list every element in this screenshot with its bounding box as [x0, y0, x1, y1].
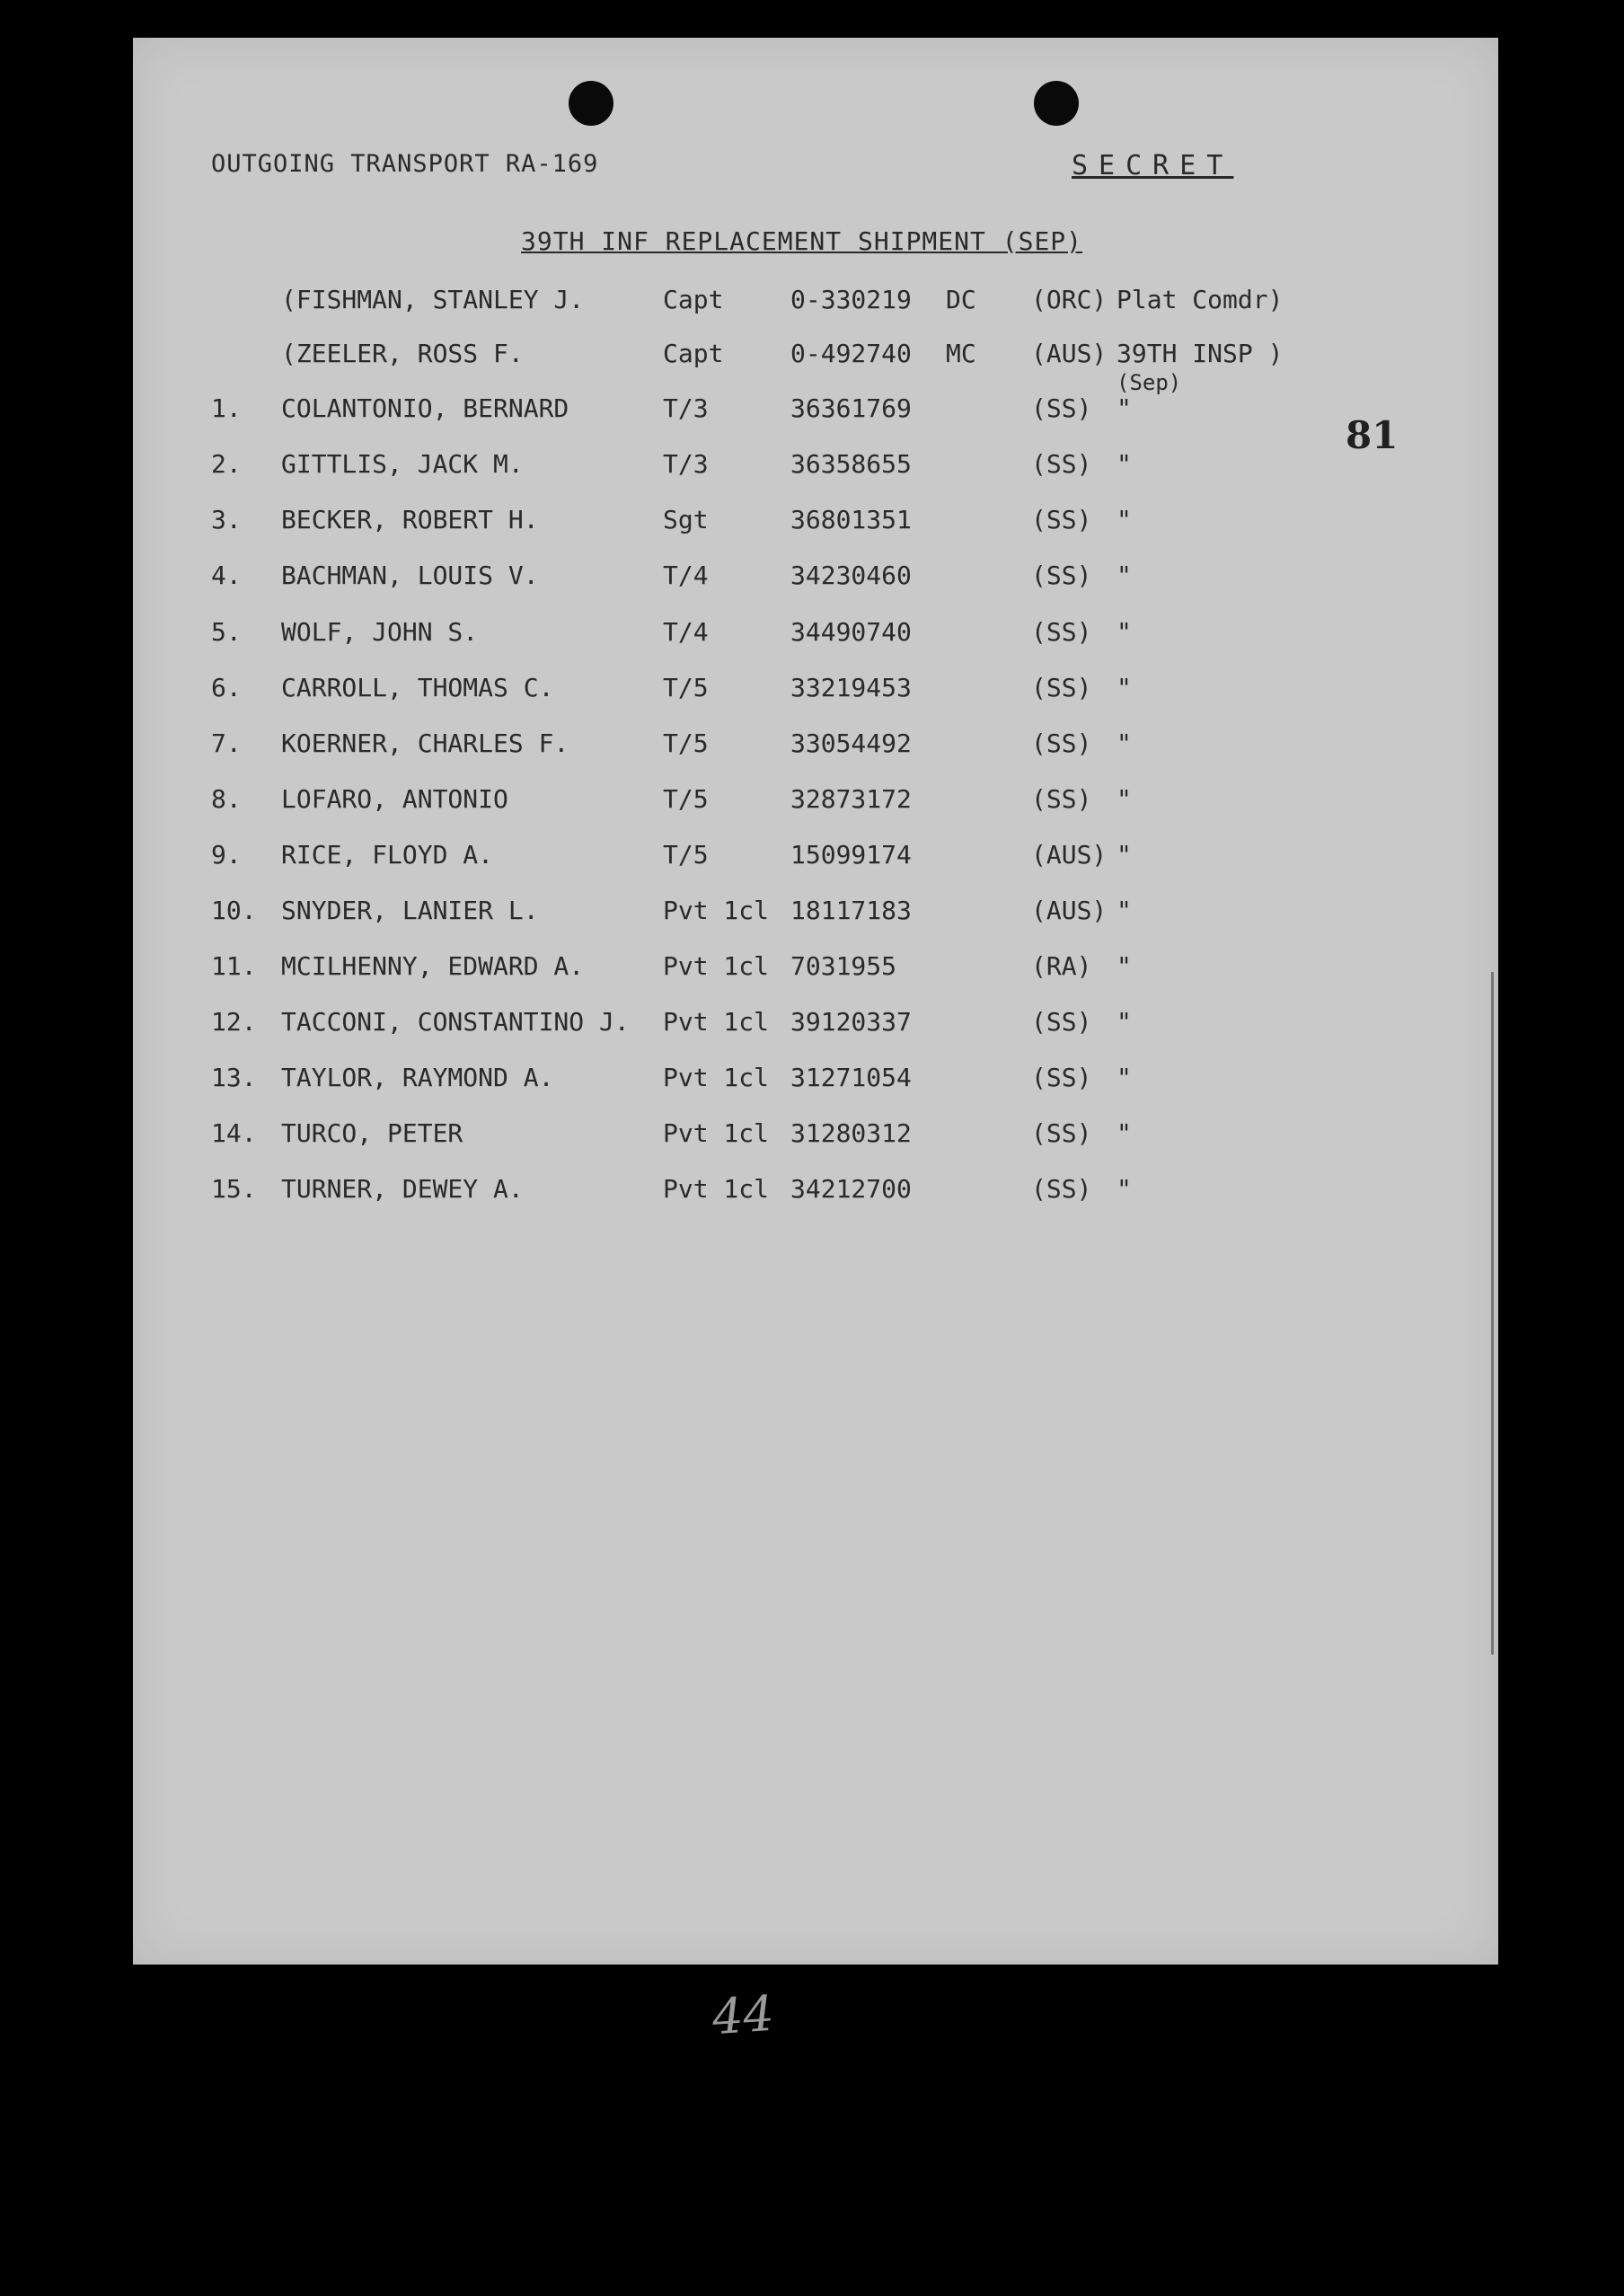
soldier-component: (SS): [1031, 1118, 1092, 1148]
ditto-mark: ": [1116, 951, 1132, 981]
roster-row: [133, 1063, 1498, 1102]
soldier-name: TURCO, PETER: [281, 1118, 463, 1148]
row-number: 1.: [211, 393, 242, 423]
officer-name: (FISHMAN, STANLEY J.: [281, 285, 585, 314]
soldier-serial: 36361769: [790, 393, 912, 423]
row-number: 6.: [211, 673, 242, 702]
soldier-rank: Pvt 1cl: [663, 896, 770, 925]
officer-row: [133, 285, 1498, 324]
soldier-serial: 33219453: [790, 673, 912, 702]
officer-name: (ZEELER, ROSS F.: [281, 339, 524, 368]
row-number: 9.: [211, 840, 242, 870]
row-number: 3.: [211, 505, 242, 534]
soldier-name: BECKER, ROBERT H.: [281, 505, 539, 534]
soldier-component: (SS): [1031, 449, 1092, 479]
soldier-name: MCILHENNY, EDWARD A.: [281, 951, 585, 981]
soldier-serial: 39120337: [790, 1007, 912, 1037]
officer-row: [133, 339, 1498, 378]
soldier-rank: T/5: [663, 729, 709, 758]
soldier-serial: 36801351: [790, 505, 912, 534]
roster-row: [133, 673, 1498, 712]
ditto-mark: ": [1116, 1118, 1132, 1148]
ditto-mark: ": [1116, 561, 1132, 590]
soldier-component: (SS): [1031, 617, 1092, 647]
ditto-mark: ": [1116, 784, 1132, 814]
soldier-rank: Pvt 1cl: [663, 1118, 770, 1148]
soldier-name: CARROLL, THOMAS C.: [281, 673, 554, 702]
roster-row: [133, 1007, 1498, 1046]
shipment-title: 39TH INF REPLACEMENT SHIPMENT (SEP): [521, 226, 1083, 256]
page-edge-shadow: [1491, 972, 1494, 1655]
officer-position: Plat Comdr): [1116, 285, 1284, 314]
soldier-rank: T/4: [663, 561, 709, 590]
soldier-component: (AUS): [1031, 840, 1108, 870]
soldier-component: (AUS): [1031, 896, 1108, 925]
soldier-serial: 15099174: [790, 840, 912, 870]
soldier-name: GITTLIS, JACK M.: [281, 449, 524, 479]
soldier-name: TACCONI, CONSTANTINO J.: [281, 1007, 630, 1037]
row-number: 4.: [211, 561, 242, 590]
ditto-mark: ": [1116, 673, 1132, 702]
punch-hole-left: [569, 81, 613, 126]
soldier-name: COLANTONIO, BERNARD: [281, 393, 569, 423]
soldier-name: TURNER, DEWEY A.: [281, 1174, 524, 1204]
soldier-name: BACHMAN, LOUIS V.: [281, 561, 539, 590]
ditto-mark: ": [1116, 1063, 1132, 1092]
row-number: 7.: [211, 729, 242, 758]
officer-serial: 0-330219: [790, 285, 912, 314]
officer-rank: Capt: [663, 339, 724, 368]
soldier-component: (SS): [1031, 505, 1092, 534]
soldier-component: (RA): [1031, 951, 1092, 981]
soldier-component: (SS): [1031, 561, 1092, 590]
roster-row: [133, 393, 1498, 433]
soldier-rank: T/3: [663, 449, 709, 479]
ditto-mark: ": [1116, 505, 1132, 534]
row-number: 15.: [211, 1174, 257, 1204]
roster-row: [133, 896, 1498, 935]
soldier-rank: T/4: [663, 617, 709, 647]
officer-component: (ORC): [1031, 285, 1108, 314]
row-number: 10.: [211, 896, 257, 925]
ditto-mark: ": [1116, 1007, 1132, 1037]
soldier-rank: Pvt 1cl: [663, 951, 770, 981]
soldier-serial: 31280312: [790, 1118, 912, 1148]
soldier-component: (SS): [1031, 393, 1092, 423]
roster-row: [133, 951, 1498, 991]
soldier-name: TAYLOR, RAYMOND A.: [281, 1063, 554, 1092]
roster-row: [133, 617, 1498, 657]
soldier-serial: 33054492: [790, 729, 912, 758]
soldier-component: (SS): [1031, 1063, 1092, 1092]
soldier-component: (SS): [1031, 784, 1092, 814]
ditto-mark: ": [1116, 393, 1132, 423]
row-number: 11.: [211, 951, 257, 981]
roster-row: [133, 505, 1498, 544]
soldier-component: (SS): [1031, 729, 1092, 758]
ditto-mark: ": [1116, 896, 1132, 925]
row-number: 8.: [211, 784, 242, 814]
officer-rank: Capt: [663, 285, 724, 314]
soldier-serial: 36358655: [790, 449, 912, 479]
roster-row: [133, 1174, 1498, 1214]
ditto-mark: ": [1116, 1174, 1132, 1204]
officer-component: (AUS): [1031, 339, 1108, 368]
roster-row: [133, 729, 1498, 768]
soldier-serial: 34230460: [790, 561, 912, 590]
soldier-rank: Pvt 1cl: [663, 1174, 770, 1204]
soldier-serial: 34212700: [790, 1174, 912, 1204]
officer-branch: DC: [946, 285, 976, 314]
soldier-name: KOERNER, CHARLES F.: [281, 729, 569, 758]
ditto-mark: ": [1116, 449, 1132, 479]
row-number: 13.: [211, 1063, 257, 1092]
soldier-rank: T/3: [663, 393, 709, 423]
roster-row: [133, 784, 1498, 824]
soldier-name: RICE, FLOYD A.: [281, 840, 494, 870]
soldier-component: (SS): [1031, 673, 1092, 702]
soldier-rank: Pvt 1cl: [663, 1007, 770, 1037]
soldier-serial: 31271054: [790, 1063, 912, 1092]
ditto-mark: ": [1116, 840, 1132, 870]
handwritten-mark: 44: [710, 1984, 776, 2046]
officer-serial: 0-492740: [790, 339, 912, 368]
soldier-name: SNYDER, LANIER L.: [281, 896, 539, 925]
ditto-mark: ": [1116, 729, 1132, 758]
soldier-rank: T/5: [663, 673, 709, 702]
roster-row: [133, 561, 1498, 600]
row-number: 12.: [211, 1007, 257, 1037]
soldier-name: WOLF, JOHN S.: [281, 617, 479, 647]
soldier-serial: 32873172: [790, 784, 912, 814]
row-number: 5.: [211, 617, 242, 647]
officer-position: 39TH INSP ): [1116, 339, 1284, 368]
transport-header: OUTGOING TRANSPORT RA-169: [211, 150, 599, 178]
soldier-rank: T/5: [663, 784, 709, 814]
soldier-serial: 18117183: [790, 896, 912, 925]
page-number: 81: [1346, 413, 1399, 457]
soldier-name: LOFARO, ANTONIO: [281, 784, 508, 814]
soldier-rank: Pvt 1cl: [663, 1063, 770, 1092]
roster-row: [133, 1118, 1498, 1158]
row-number: 2.: [211, 449, 242, 479]
soldier-rank: Sgt: [663, 505, 709, 534]
sep-note: (Sep): [1116, 370, 1182, 395]
soldier-component: (SS): [1031, 1007, 1092, 1037]
roster-row: [133, 840, 1498, 879]
ditto-mark: ": [1116, 617, 1132, 647]
soldier-serial: 7031955: [790, 951, 897, 981]
row-number: 14.: [211, 1118, 257, 1148]
classification-marking: SECRET: [1072, 150, 1234, 181]
soldier-serial: 34490740: [790, 617, 912, 647]
roster-row: [133, 449, 1498, 489]
soldier-rank: T/5: [663, 840, 709, 870]
document-page: [133, 38, 1498, 2046]
officer-branch: MC: [946, 339, 976, 368]
soldier-component: (SS): [1031, 1174, 1092, 1204]
punch-hole-right: [1034, 81, 1079, 126]
